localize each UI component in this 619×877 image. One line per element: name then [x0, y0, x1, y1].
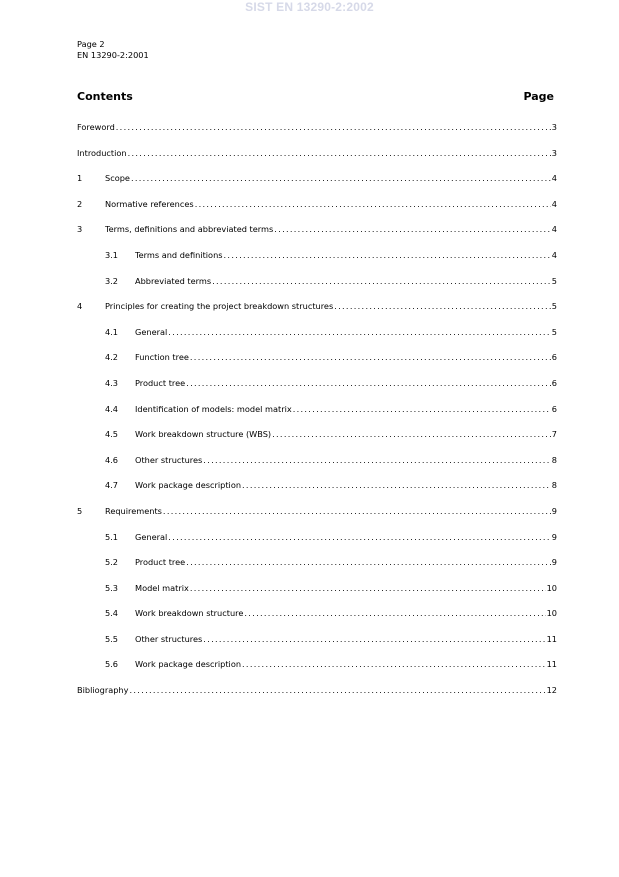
dot-leader [272, 429, 551, 440]
dot-leader [293, 404, 551, 415]
toc-entry-page: 6 [551, 377, 557, 388]
toc-entry-title: General [135, 326, 168, 337]
toc-entry-page: 11 [546, 659, 557, 670]
toc-entry-title: Foreword [77, 122, 115, 132]
toc-entry-page: 3 [551, 122, 557, 132]
watermark-text: SIST EN 13290-2:2002 [245, 0, 374, 14]
toc-entry[interactable] [77, 659, 557, 685]
dot-leader [186, 378, 551, 389]
toc-entry-title: Requirements [105, 505, 162, 516]
dot-leader [242, 659, 546, 670]
toc-entry-number: 3 [77, 224, 83, 235]
toc-entry-page: 5 [551, 326, 557, 337]
toc-entry[interactable] [77, 506, 557, 532]
toc-entry-page: 9 [551, 531, 557, 542]
toc-entry-title: Function tree [135, 352, 189, 363]
toc-entry[interactable] [77, 173, 557, 199]
toc-entry-number: 4.4 [105, 403, 119, 414]
toc-entry-page: 9 [551, 557, 557, 568]
toc-entry-number: 5.4 [105, 608, 119, 619]
toc-entry-title: General [135, 531, 168, 542]
toc-entry-page: 10 [546, 608, 557, 619]
toc-entry-page: 10 [546, 582, 557, 593]
toc-entry-page: 9 [551, 505, 557, 516]
toc-entry-title: Other structures [135, 633, 203, 644]
dot-leader [186, 557, 551, 568]
toc-entry-number: 5.5 [105, 633, 119, 644]
toc-entry[interactable] [77, 404, 557, 430]
toc-entry[interactable] [77, 224, 557, 250]
toc-entry[interactable] [77, 378, 557, 404]
toc-entry-title: Identification of models: model matrix [135, 403, 292, 414]
toc-entry-number: 5.2 [105, 557, 119, 568]
dot-leader [334, 301, 551, 312]
toc-entry-title: Normative references [105, 198, 194, 209]
dot-leader [224, 250, 551, 261]
dot-leader [168, 327, 551, 338]
toc-entry-title: Other structures [135, 454, 203, 465]
toc-entry[interactable] [77, 352, 557, 378]
contents-title: Contents [77, 90, 133, 103]
toc-entry-page: 5 [551, 275, 557, 286]
toc-entry-number: 4.6 [105, 454, 119, 465]
toc-entry-page: 6 [551, 403, 557, 414]
toc-entry[interactable] [77, 199, 557, 225]
toc-entry-page: 3 [551, 147, 557, 158]
toc-entry-number: 3.1 [105, 249, 119, 260]
toc-entry[interactable] [77, 685, 557, 711]
page-number-label: Page 2 [77, 39, 105, 49]
toc-entry-title: Product tree [135, 377, 186, 388]
toc-entry[interactable] [77, 429, 557, 455]
toc-entry[interactable] [77, 557, 557, 583]
toc-entry-page: 5 [551, 301, 557, 312]
toc-entry[interactable] [77, 455, 557, 481]
toc-entry[interactable] [77, 250, 557, 276]
toc-entry[interactable] [77, 276, 557, 302]
table-of-contents [77, 122, 557, 711]
toc-entry[interactable] [77, 327, 557, 353]
toc-entry-number: 1 [77, 173, 83, 184]
dot-leader [195, 199, 551, 210]
toc-entry-number: 5.1 [105, 531, 119, 542]
toc-entry-page: 8 [551, 480, 557, 491]
toc-entry-page: 4 [551, 249, 557, 260]
toc-entry-title: Work package description [135, 480, 242, 491]
dot-leader [116, 122, 551, 133]
contents-heading [77, 90, 554, 103]
toc-entry-number: 4.3 [105, 377, 119, 388]
toc-entry-title: Abbreviated terms [135, 275, 212, 286]
toc-entry-page: 4 [551, 224, 557, 235]
toc-entry-page: 4 [551, 173, 557, 184]
toc-entry-number: 2 [77, 198, 83, 209]
toc-entry-number: 5.6 [105, 659, 119, 670]
toc-entry-page: 7 [551, 429, 557, 440]
toc-entry[interactable] [77, 608, 557, 634]
toc-entry-number: 3.2 [105, 275, 119, 286]
toc-entry[interactable] [77, 301, 557, 327]
toc-entry-title: Introduction [77, 147, 127, 158]
toc-entry-title: Work package description [135, 659, 242, 670]
toc-entry-number: 4.2 [105, 352, 119, 363]
toc-entry-number: 5 [77, 505, 83, 516]
dot-leader [212, 276, 551, 287]
toc-entry-page: 4 [551, 198, 557, 209]
toc-entry-title: Principles for creating the project breakdown structures [105, 301, 334, 312]
toc-entry[interactable] [77, 532, 557, 558]
dot-leader [244, 608, 545, 619]
toc-entry-title: Bibliography [77, 685, 129, 696]
toc-entry-number: 5.3 [105, 582, 119, 593]
toc-entry-title: Work breakdown structure [135, 608, 244, 619]
dot-leader [274, 224, 551, 235]
toc-entry-page: 12 [546, 685, 557, 696]
toc-entry[interactable] [77, 480, 557, 506]
page-column-label: Page [523, 90, 554, 103]
toc-entry-page: 11 [546, 633, 557, 644]
toc-entry-title: Work breakdown structure (WBS) [135, 429, 272, 440]
toc-entry[interactable] [77, 148, 557, 174]
dot-leader [190, 352, 551, 363]
toc-entry-title: Terms and definitions [135, 249, 223, 260]
toc-entry-title: Terms, definitions and abbreviated terms [105, 224, 274, 235]
dot-leader [203, 455, 551, 466]
dot-leader [128, 148, 551, 159]
toc-entry-title: Product tree [135, 557, 186, 568]
dot-leader [131, 173, 551, 184]
toc-entry-title: Model matrix [135, 582, 189, 593]
toc-entry-number: 4 [77, 301, 83, 312]
toc-entry-page: 8 [551, 454, 557, 465]
document-reference: EN 13290-2:2001 [77, 50, 149, 60]
dot-leader [190, 583, 546, 594]
toc-entry[interactable] [77, 634, 557, 660]
toc-entry-number: 4.7 [105, 480, 119, 491]
toc-entry-number: 4.1 [105, 326, 119, 337]
toc-entry-page: 6 [551, 352, 557, 363]
dot-leader [129, 685, 545, 696]
dot-leader [168, 532, 551, 543]
toc-entry-number: 4.5 [105, 429, 119, 440]
toc-entry[interactable] [77, 583, 557, 609]
dot-leader [242, 480, 551, 491]
toc-entry-title: Scope [105, 173, 130, 184]
dot-leader [203, 634, 545, 645]
toc-entry[interactable] [77, 122, 557, 148]
page-header [77, 39, 149, 61]
dot-leader [163, 506, 551, 517]
